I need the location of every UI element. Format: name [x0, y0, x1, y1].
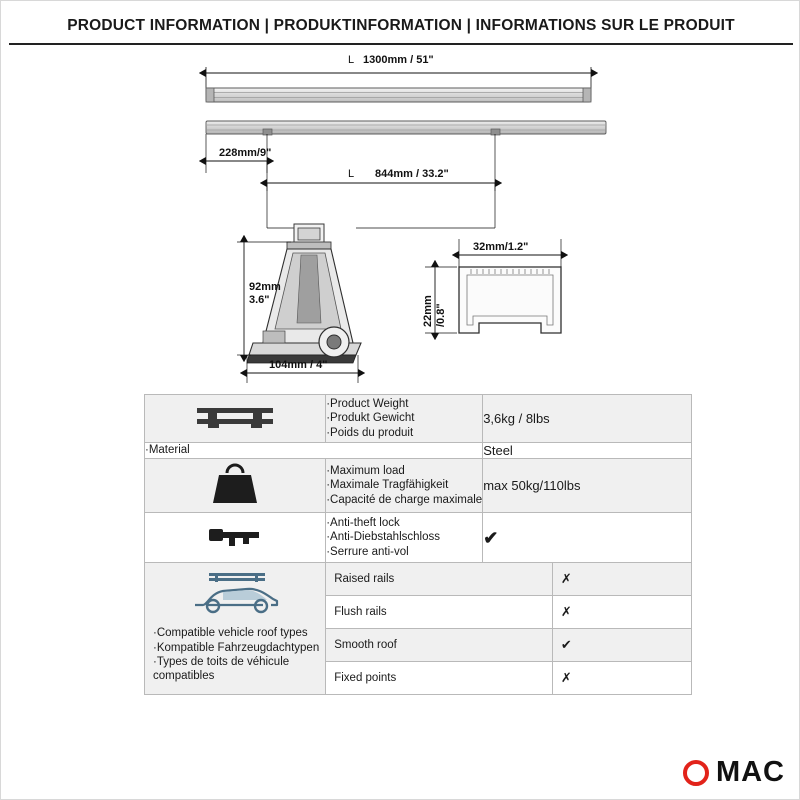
roof-option-name: Smooth roof: [326, 629, 552, 662]
profile-cross-section: [459, 267, 561, 333]
value-anti-theft-lock: [483, 513, 692, 563]
end-offset-value: 228mm/9": [219, 147, 272, 159]
car-with-rack-icon: [145, 563, 326, 695]
overall-length-value: 1300mm / 51": [363, 54, 434, 66]
label-roof-types: [145, 620, 325, 692]
table-row-material: [145, 443, 692, 459]
label-line-en: ·Compatible vehicle roof types: [153, 627, 308, 640]
inner-span-symbol: L: [348, 168, 355, 180]
inner-span-value: 844mm / 33.2": [375, 168, 449, 180]
foot-width-value: 104mm / 4": [269, 359, 328, 371]
check-icon: ✔: [560, 637, 572, 652]
roof-option-mark-cell: [552, 596, 691, 629]
label-line-de: ·Maximale Tragfähigkeit: [326, 479, 449, 492]
roof-option-name: Fixed points: [326, 662, 552, 695]
value-material: [483, 443, 692, 459]
profile-height-dimension: [422, 267, 457, 333]
table-row-anti-theft-lock: [145, 513, 692, 563]
checkmark: ✔: [483, 527, 499, 548]
table-row-maximum-load: [145, 459, 692, 513]
logo-text: MAC: [715, 756, 785, 788]
crossbar-top-view: [206, 88, 591, 102]
label-line-en: ·Anti-theft lock: [326, 516, 400, 529]
value-maximum-load: [483, 459, 692, 513]
value-product-weight: [483, 395, 692, 443]
roof-option-flush-rails: [326, 596, 691, 629]
profile-width-dimension: [459, 239, 561, 267]
label-maximum-load: [326, 459, 483, 513]
overall-length-symbol: L: [348, 54, 355, 66]
roof-option-mark-cell: [552, 563, 691, 596]
cross-icon: ✗: [560, 571, 572, 586]
roof-option-raised-rails: [326, 563, 691, 596]
crossbars-icon: [145, 395, 326, 443]
end-offset-dimension: [206, 134, 271, 173]
roof-option-name: Flush rails: [326, 596, 552, 629]
cross-icon: ✗: [560, 670, 572, 685]
drawing-svg: [1, 43, 800, 388]
roof-option-mark-cell: [552, 629, 691, 662]
label-line-de: ·Produkt Gewicht: [326, 412, 415, 425]
lock-key-icon: [145, 513, 326, 563]
roof-option-smooth-roof: [326, 629, 691, 662]
roof-options-table: [326, 563, 691, 694]
profile-height-value-mm: 22mm: [422, 295, 434, 327]
value-text: Steel: [483, 443, 513, 458]
roof-option-name: Raised rails: [326, 563, 552, 596]
projection-lines: [267, 183, 495, 228]
inner-span-dimension: [267, 134, 495, 191]
label-line-fr: ·Capacité de charge maximale: [326, 493, 483, 506]
page-header: [9, 9, 793, 45]
label-line-de: ·Anti-Diebstahlschloss: [326, 531, 440, 544]
foot-height-value-mm: 92mm: [249, 281, 281, 293]
table-row-product-weight: [145, 395, 692, 443]
crossbar-side-view: [206, 121, 606, 135]
profile-width-value: 32mm/1.2": [473, 241, 529, 253]
label-line-fr: ·Serrure anti-vol: [326, 545, 409, 558]
label-line-en: ·Material: [145, 444, 190, 457]
label-line-de: ·Kompatible Fahrzeugdachtypen: [153, 641, 320, 654]
foot-height-value-in: 3.6": [249, 294, 270, 306]
profile-height-value-in: /0.8": [435, 303, 447, 327]
roof-option-fixed-points: [326, 662, 691, 695]
label-anti-theft-lock: [326, 513, 483, 563]
label-line-en: ·Maximum load: [326, 464, 405, 477]
brand-logo: [683, 758, 785, 787]
roof-type-options: [326, 563, 692, 695]
page-title: PRODUCT INFORMATION | PRODUKTINFORMATION | INFORMATIONS SUR LE PRODUIT: [67, 17, 735, 34]
o-ring-icon: [683, 760, 709, 786]
table-row-roof-types: [145, 563, 692, 695]
weight-icon: [145, 459, 326, 513]
label-product-weight: [326, 395, 483, 443]
label-line-fr: ·Poids du produit: [326, 426, 414, 439]
specification-table: [144, 394, 692, 695]
value-text: 3,6kg / 8lbs: [483, 411, 550, 426]
technical-drawing: [1, 43, 800, 388]
roof-option-mark-cell: [552, 662, 691, 695]
label-material: [145, 443, 483, 459]
cross-icon: ✗: [560, 604, 572, 619]
value-text: max 50kg/110lbs: [483, 478, 581, 493]
label-line-en: ·Product Weight: [326, 397, 409, 410]
label-line-fr: ·Types de toits de véhicule compatibles: [153, 656, 290, 683]
